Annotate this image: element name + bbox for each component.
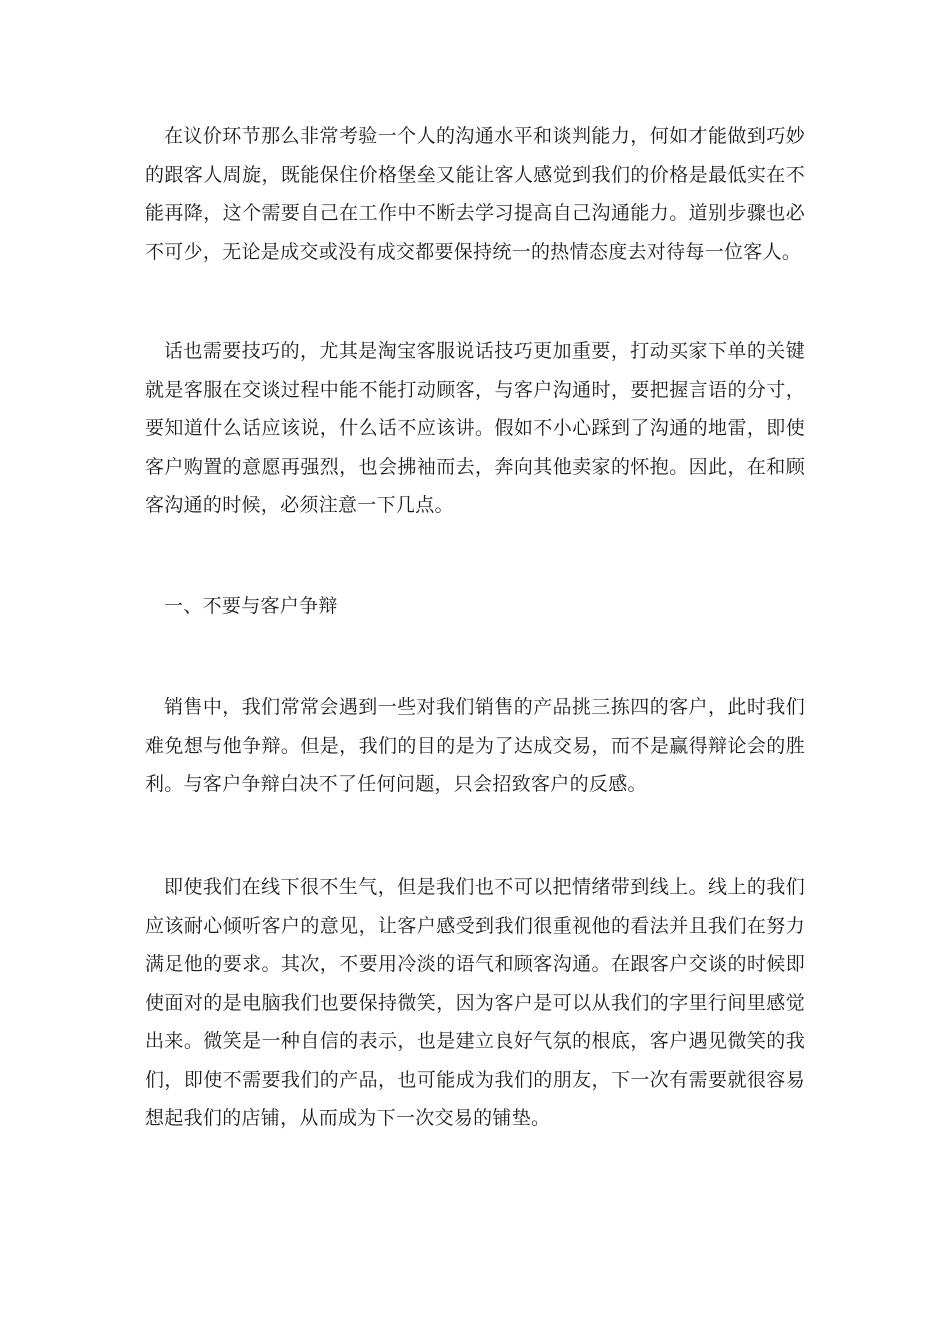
paragraph-negotiation: 在议价环节那么非常考验一个人的沟通水平和谈判能力，何如才能做到巧妙的跟客人周旋，既能保住价格堡垒又能让客人感觉到我们的价格是最低实在不能再降，这个需要自己在工作中不断去学习提高自己沟通能力。道别步骤也必不可少，无论是成交或没有成交都要保持统一的热情态度去对待每一位客人。 (145, 125, 805, 263)
section-heading-no-arguing: 一、不要与客户争辩 (164, 595, 338, 617)
paragraph-smile-service: 即使我们在线下很不生气，但是我们也不可以把情绪带到线上。线上的我们应该耐心倾听客户的意见，让客户感受到我们很重视他的看法并且我们在努力满足他的要求。其次，不要用冷淡的语气和顾客沟通。在跟客户交谈的时候即使面对的是电脑我们也要保持微笑，因为客户是可以从我们的字里行间里感觉出来。微笑是一种自信的表示，也是建立良好气氛的根底，客户遇见微笑的我们，即使不需要我们的产品，也可能成为我们的朋友，下一次有需要就很容易想起我们的店铺，从而成为下一次交易的铺垫。 (145, 876, 805, 1129)
paragraph-speaking-skills: 话也需要技巧的，尤其是淘宝客服说话技巧更加重要，打动买家下单的关键就是客服在交谈过程中能不能打动顾客，与客户沟通时，要把握言语的分寸，要知道什么话应该说，什么话不应该讲。假如不小心踩到了沟通的地雷，即使客户购置的意愿再强烈，也会拂袖而去，奔向其他卖家的怀抱。因此，在和顾客沟通的时候，必须注意一下几点。 (145, 340, 805, 516)
paragraph-sales-arguing: 销售中，我们常常会遇到一些对我们销售的产品挑三拣四的客户，此时我们难免想与他争辩。但是，我们的目的是为了达成交易，而不是赢得辩论会的胜利。与客户争辩白决不了任何问题，只会招致客户的反感。 (145, 696, 805, 795)
